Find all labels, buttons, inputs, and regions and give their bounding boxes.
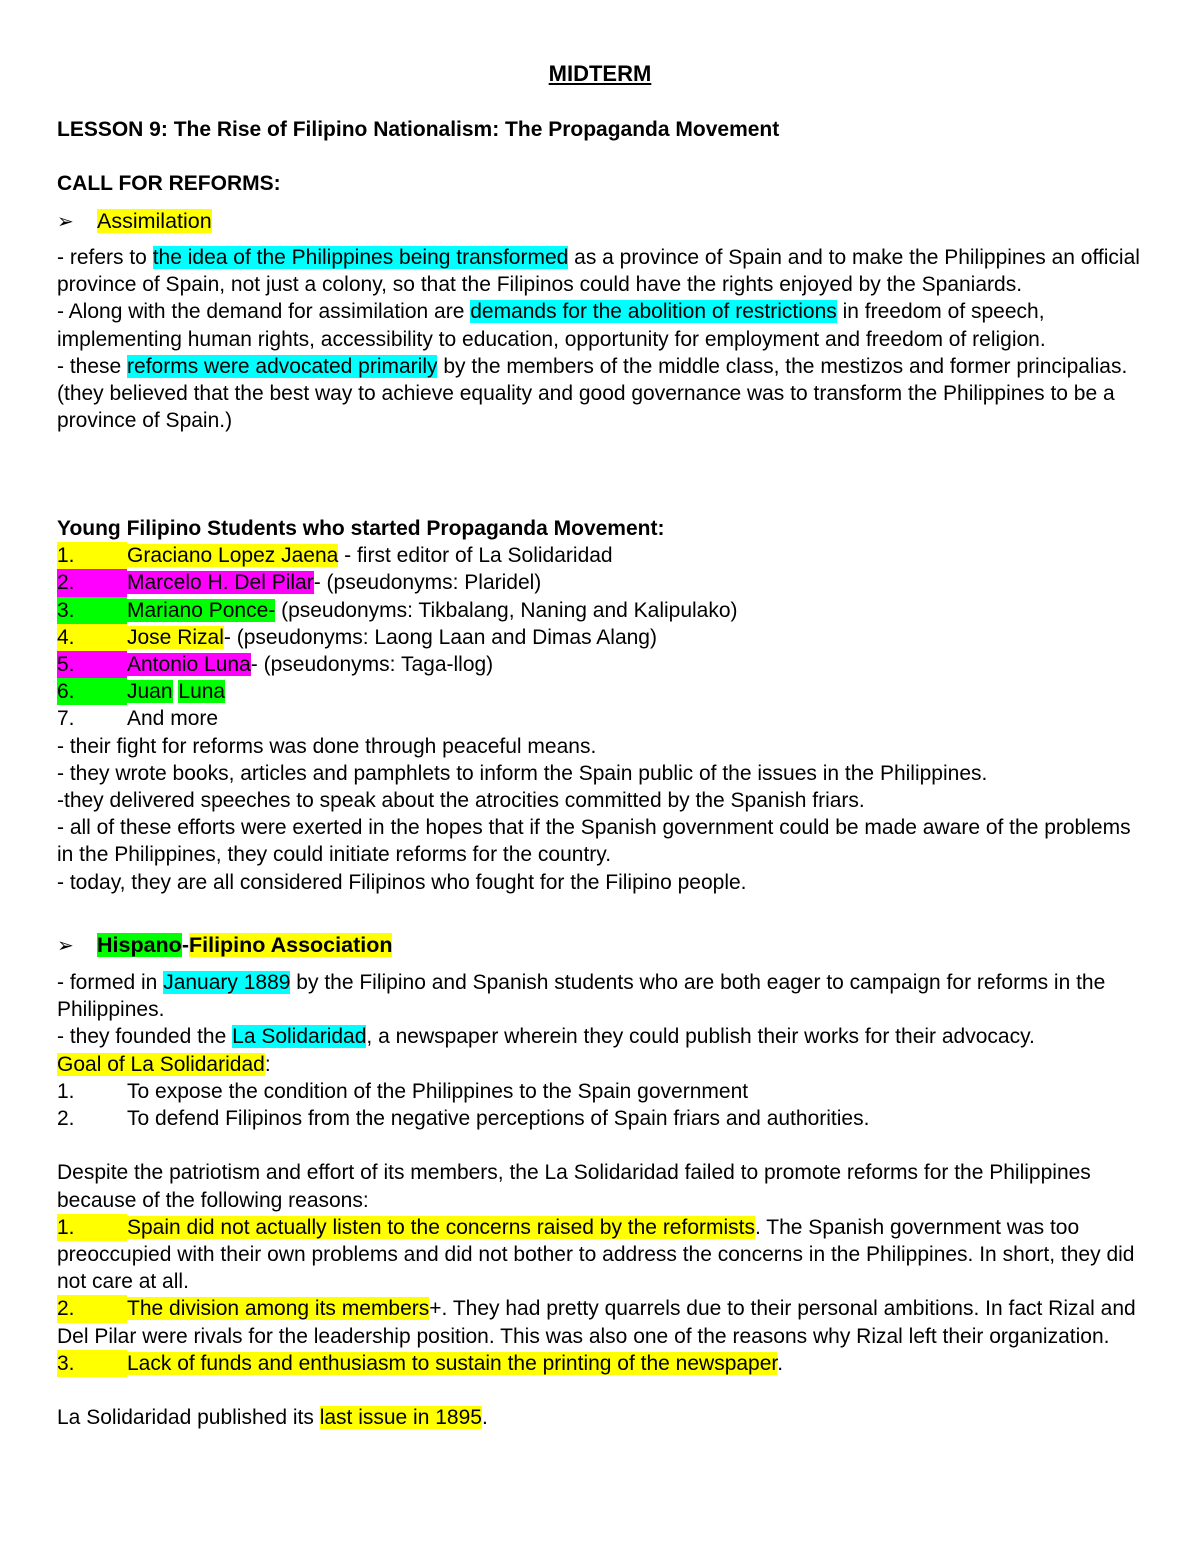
assimilation-bullet	[57, 208, 212, 236]
despite-paragraph: Despite the patriotism and effort of its members, the La Solidaridad failed to promote reforms for the Philippines because of the following reasons:	[57, 1161, 1091, 1212]
reason-item: 2. The division among its members+. They had pretty quarrels due to their personal ambitions. In fact Rizal and Del Pilar were rivals for the leadership position. This was also one of the reasons why Rizal left their organization.	[57, 1297, 1136, 1348]
student-item: 3. Mariano Ponce- (pseudonyms: Tikbalang, Naning and Kalipulako)	[57, 597, 1147, 624]
goal-label: Goal of La Solidaridad:	[57, 1052, 271, 1076]
reason-item: 3. Lack of funds and enthusiasm to sustain the printing of the newspaper.	[57, 1350, 1147, 1377]
assimilation-paragraph-1: - refers to the idea of the Philippines being transformed as a province of Spain and to make the Philippines an official province of Spain, not just a colony, so that the Filipinos could have the rights enjoyed by the Spaniards.	[57, 246, 1140, 297]
reason-item: 1. Spain did not actually listen to the concerns raised by the reformists. The Spanish government was too preoccupied with their own problems and did not bother to address the concerns in the Philippines. In short, they did not care at all.	[57, 1215, 1135, 1294]
document-title: MIDTERM	[548, 61, 652, 86]
students-section	[57, 515, 1147, 896]
students-note: - today, they are all considered Filipinos who fought for the Filipino people.	[57, 870, 747, 894]
goal-item: 2. To defend Filipinos from the negative perceptions of Spain friars and authorities.	[57, 1107, 870, 1131]
student-item: 6. Juan Luna	[57, 678, 1147, 705]
arrow-bullet-icon: ➢	[57, 211, 74, 233]
students-note: - all of these efforts were exerted in the hopes that if the Spanish government could be made aware of the problems in the Philippines, they could initiate reforms for the country.	[57, 816, 1131, 867]
association-paragraph-2: - they founded the La Solidaridad, a newspaper wherein they could publish their works for their advocacy.	[57, 1025, 1035, 1049]
call-for-reforms-heading: CALL FOR REFORMS:	[57, 172, 281, 195]
last-issue-line: La Solidaridad published its last issue in 1895.	[57, 1406, 488, 1430]
students-heading: Young Filipino Students who started Propaganda Movement:	[57, 517, 665, 540]
assimilation-label: Assimilation	[97, 209, 212, 233]
association-bullet: ➢ Hispano-Filipino Association	[57, 932, 392, 960]
student-item: 2. Marcelo H. Del Pilar- (pseudonyms: Plaridel)	[57, 569, 1147, 596]
goal-item: 1. To expose the condition of the Philippines to the Spain government	[57, 1079, 749, 1103]
student-item: 7. And more	[57, 707, 219, 731]
assimilation-body	[57, 244, 1147, 434]
assimilation-paragraph-2: - Along with the demand for assimilation are demands for the abolition of restrictions in freedom of speech, implementing human rights, accessibility to education, opportunity for employment and freedom of religion.	[57, 300, 1046, 351]
student-item: 4. Jose Rizal- (pseudonyms: Laong Laan and Dimas Alang)	[57, 624, 1147, 651]
association-body	[57, 969, 1147, 1431]
students-note: -they delivered speeches to speak about the atrocities committed by the Spanish friars.	[57, 789, 865, 813]
assimilation-paragraph-3: - these reforms were advocated primarily by the members of the middle class, the mestizos and former principalias. (they believed that the best way to achieve equality and good governance was to transform the Philippines to be a province of Spain.)	[57, 354, 1128, 433]
association-paragraph-1: - formed in January 1889 by the Filipino and Spanish students who are both eager to campaign for reforms in the Philippines.	[57, 971, 1106, 1022]
students-note: - they wrote books, articles and pamphlets to inform the Spain public of the issues in the Philippines.	[57, 761, 988, 785]
student-item: 1. Graciano Lopez Jaena - first editor of La Solidaridad	[57, 542, 1147, 569]
students-note: - their fight for reforms was done through peaceful means.	[57, 734, 597, 758]
arrow-bullet-icon: ➢	[57, 935, 74, 957]
lesson-heading: LESSON 9: The Rise of Filipino Nationalism: The Propaganda Movement	[57, 118, 780, 141]
student-item: 5. Antonio Luna- (pseudonyms: Taga-llog)	[57, 651, 1147, 678]
